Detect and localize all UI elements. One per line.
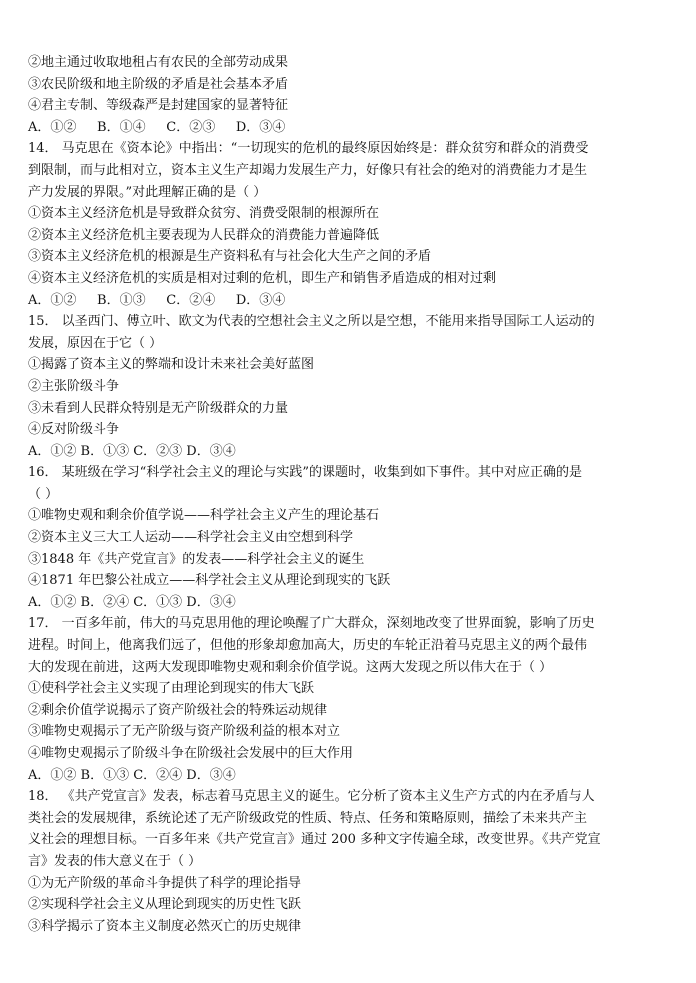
previous-question-tail (28, 52, 674, 138)
answer-choices: A．①② B．①③ C．②③ D．③④ (28, 443, 236, 459)
answer-choices: A．①② B．①④ C．②③ D．③④ (28, 119, 286, 135)
answer-choices: A．①② B．①③ C．②④ D．③④ (28, 767, 236, 783)
question-stem: 到限制，而与此相对立，资本主义生产却竭力发展生产力，好像只有社会的绝对的消费能力才是生 (28, 162, 588, 178)
question-stem: 17． 一百多年前，伟大的马克思用他的理论唤醒了广大群众，深刻地改变了世界面貌，影响了历史 (28, 616, 595, 632)
option-item: ④君主专制、等级森严是封建国家的显著特征 (28, 98, 289, 114)
option-item: ②实现科学社会主义从理论到现实的历史性飞跃 (28, 897, 302, 913)
question-17 (28, 613, 674, 786)
exam-page (28, 52, 674, 937)
question-stem: 大的发现在前进，这两大发现即唯物史观和剩余价值学说。这两大发现之所以伟大在于（ ） (28, 659, 553, 675)
question-stem: 18． 《共产党宣言》发表，标志着马克思主义的诞生。它分析了资本主义生产方式的内在矛盾与人 (28, 789, 595, 805)
option-item: ②地主通过收取地租占有农民的全部劳动成果 (28, 55, 289, 70)
option-item: ④唯物史观揭示了阶级斗争在阶级社会发展中的巨大作用 (28, 746, 354, 761)
option-item: ③农民阶级和地主阶级的矛盾是社会基本矛盾 (28, 76, 289, 92)
question-14 (28, 138, 674, 311)
option-item: ①使科学社会主义实现了由理论到现实的伟大飞跃 (28, 681, 315, 697)
question-15 (28, 311, 674, 462)
question-stem: 产力发展的界限。”对此理解正确的是（ ） (28, 184, 267, 200)
question-stem: 16． 某班级在学习“科学社会主义的理论与实践”的课题时，收集到如下事件。其中对应正确的是 (28, 465, 582, 481)
answer-choices: A．①② B．②④ C．①③ D．③④ (28, 594, 236, 610)
option-item: ①资本主义经济危机是导致群众贫穷、消费受限制的根源所在 (28, 206, 380, 222)
option-item: ②资本主义三大工人运动——科学社会主义由空想到科学 (28, 530, 354, 546)
option-item: ①唯物史观和剩余价值学说——科学社会主义产生的理论基石 (28, 508, 380, 524)
question-stem: 义社会的理想目标。一百多年来《共产党宣言》通过 200 多种文字传遍全球，改变世界。《共产党宣 (28, 832, 601, 848)
question-stem: 14． 马克思在《资本论》中指出：“一切现实的危机的最终原因始终是：群众贫穷和群众的消费受 (28, 141, 589, 157)
option-item: ①揭露了资本主义的弊端和设计未来社会美好蓝图 (28, 357, 315, 373)
option-item: ①为无产阶级的革命斗争提供了科学的理论指导 (28, 875, 302, 891)
option-item: ③未看到人民群众特别是无产阶级群众的力量 (28, 400, 289, 416)
option-item: ③1848 年《共产党宣言》的发表——科学社会主义的诞生 (28, 551, 365, 567)
option-item: ③唯物史观揭示了无产阶级与资产阶级利益的根本对立 (28, 724, 341, 740)
option-item: ④反对阶级斗争 (28, 422, 120, 438)
question-stem: 发展，原因在于它（ ） (28, 335, 163, 351)
option-item: ④1871 年巴黎公社成立——科学社会主义从理论到现实的飞跃 (28, 573, 391, 589)
question-16 (28, 462, 674, 613)
option-item: ③科学揭示了资本主义制度必然灭亡的历史规律 (28, 918, 302, 934)
question-stem: 进程。时间上，他离我们远了，但他的形象却愈加高大，历史的车轮正沿着马克思主义的两个最伟 (28, 638, 588, 654)
question-stem: 15． 以圣西门、傅立叶、欧文为代表的空想社会主义之所以是空想，不能用来指导国际工人运动的 (28, 314, 595, 330)
option-item: ②资本主义经济危机主要表现为人民群众的消费能力普遍降低 (28, 227, 380, 243)
option-item: ②主张阶级斗争 (28, 378, 120, 394)
question-stem: （ ） (28, 486, 59, 502)
question-18 (28, 786, 674, 937)
option-item: ②剩余价值学说揭示了资产阶级社会的特殊运动规律 (28, 702, 328, 718)
answer-choices: A．①② B．①③ C．②④ D．③④ (28, 292, 286, 308)
option-item: ④资本主义经济危机的实质是相对过剩的危机，即生产和销售矛盾造成的相对过剩 (28, 270, 497, 286)
question-stem: 言》发表的伟大意义在于（ ） (28, 853, 202, 869)
question-stem: 类社会的发展规律，系统论述了无产阶级政党的性质、特点、任务和策略原则，描绘了未来共产主 (28, 810, 588, 826)
option-item: ③资本主义经济危机的根源是生产资料私有与社会化大生产之间的矛盾 (28, 249, 432, 265)
